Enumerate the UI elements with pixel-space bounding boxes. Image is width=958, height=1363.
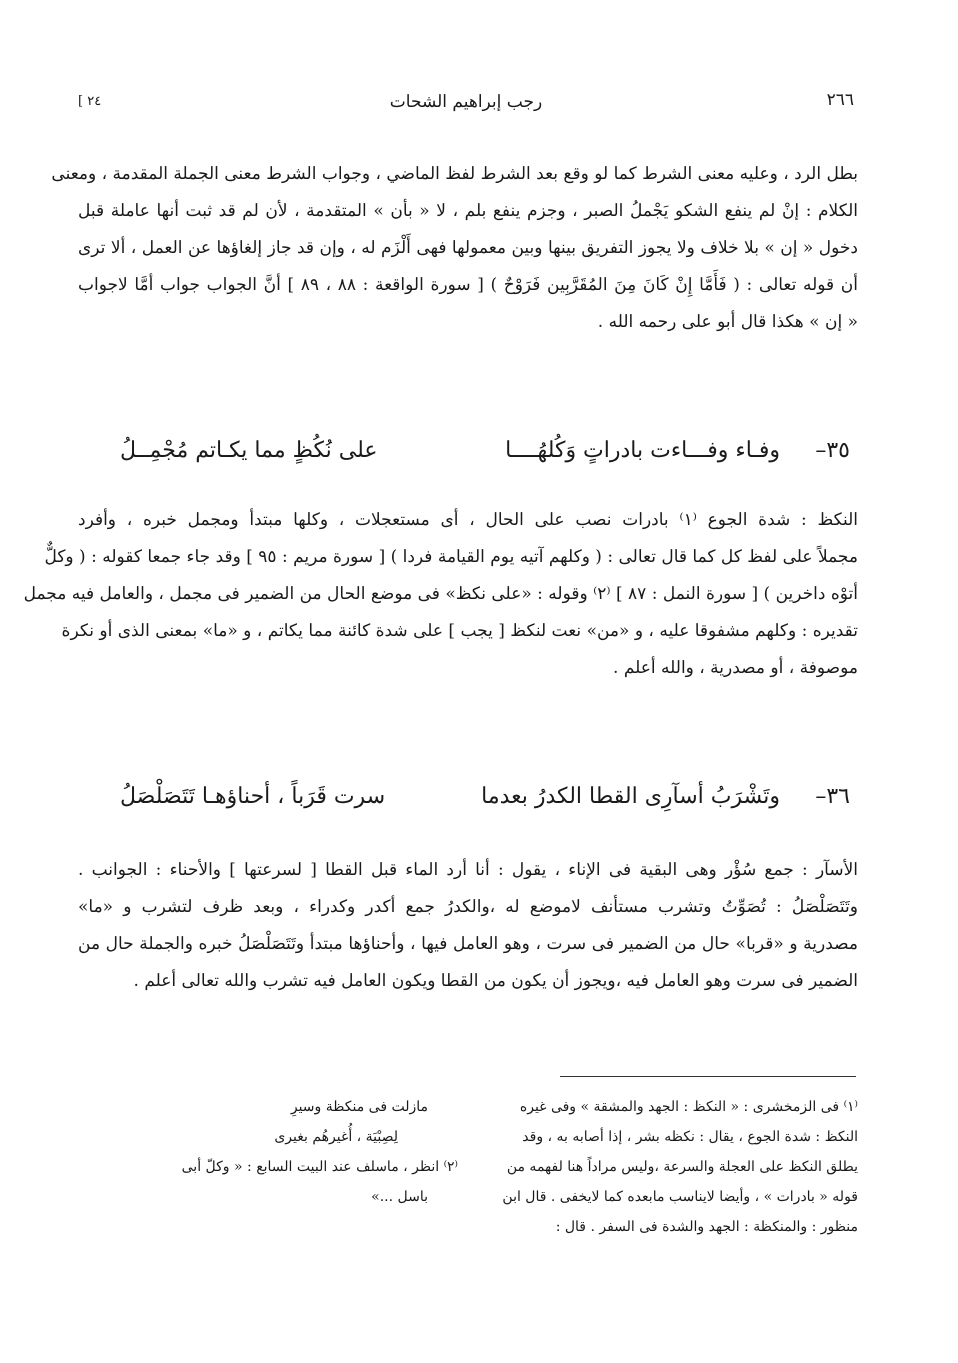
footnote-divider	[560, 1076, 856, 1077]
verse-35	[120, 438, 850, 478]
text-line: أن قوله تعالى : ( فَأَمَّا إِنْ كَانَ مِنَ المُقَرَّبِين فَرَوْحٌ ) [ سورة الواقعة : ٨٨ ، ٨٩ ] أنَّ الجواب جواب أمَّا لاجواب	[78, 275, 859, 295]
footnote-continuation	[78, 1092, 458, 1212]
verse-hemistich-first: وفـاء وفـــاءت بادراتٍ وَكُلهُــــا	[505, 438, 780, 463]
verse-hemistich-first: وتَشْرَبُ أسآرِى القطا الكدرُ بعدما	[481, 784, 780, 809]
footnote-poem-line: لِصِبْيَة ، أُغيرهُم بغيرى	[274, 1129, 398, 1145]
text-line: الضمير فى سرت وهو العامل فيه ،ويجوز أن يكون من القطا ويكون العامل فيه تشرب والله تعالى أعلم .	[133, 971, 858, 991]
footnote-line: قوله « بادرات » ، وأيضا لايناسب مابعده كما لايخفى . قال ابن	[502, 1189, 858, 1205]
paragraph-3	[78, 852, 858, 1000]
verse-36	[120, 784, 850, 824]
text-line: النكظ : شدة الجوع ⁽١⁾ بادرات نصب على الحال ، أى مستعجلات ، وكلها مبتدأ ومجمل خبره ، وأفرد	[78, 510, 858, 530]
footnote-line: منظور : والمنكظة : الجهد والشدة فى السفر . قال :	[555, 1219, 858, 1235]
footnote-poem-line: مازلت فى منكظة وسيرِ	[290, 1099, 428, 1115]
footnote-2-line: ⁽٢⁾ انظر ، ماسلف عند البيت السابع : « وكلّ أبى	[181, 1159, 458, 1175]
footnote-line: ⁽١⁾ فى الزمخشرى : « النكظ : الجهد والمشقة » وفى غيره	[519, 1099, 858, 1115]
text-line: بطل الرد ، وعليه معنى الشرط كما لو وقع بعد الشرط لفظ الماضي ، وجواب الشرط معنى الجملة المقدمة ، ومعنى	[51, 164, 858, 184]
header-reference: [ ٢٤	[78, 94, 102, 109]
footnote-2-line: باسل ...»	[371, 1189, 428, 1205]
text-line: دخول « إن » بلا خلاف ولا يجوز التفريق بينها وبين معمولها فهى أَلْزَم له ، وإن قد جاز إلغاؤها عن العمل ، ألا ترى	[78, 238, 858, 258]
text-line: أتوْه داخرين ) [ سورة النمل : ٨٧ ] ⁽٢⁾ وقوله : «على نكظ» فى موضع الحال من الضمير فى مجمل ، والعامل فيه مجمل	[23, 584, 858, 604]
text-line: مجملاً على لفظ كل كما قال تعالى : ( وكلهم آتيه يوم القيامة فردا ) [ سورة مريم : ٩٥ ] وقد جاء جمعا كقوله : ( وكلٌّ	[44, 547, 858, 567]
footnote-line: النكظ : شدة الجوع ، يقال : نكظه بشر ، إذا أصابه به ، وقد	[522, 1129, 858, 1145]
paragraph-1	[51, 156, 859, 341]
text-line: مصدرية و «قربا» حال من الضمير فى سرت ، وهو العامل فيها ، وأحناؤها مبتدأ وتَتَصَلْصَلُ خبره والجملة حال من	[78, 934, 858, 954]
page-header	[78, 90, 854, 120]
running-title: رجب إبراهيم الشحات	[389, 92, 543, 112]
text-line: الكلام : إنْ لم ينفع الشكو يَجْملُ الصبر ، وجزم ينفع بلم ، لا « بأن » المتقدمة ، لأن لم قد ثبت أنها عاملة قبل	[78, 201, 858, 221]
verse-hemistich-second: سرت قَرَباً ، أحناؤهـا تَتَصَلْصَلُ	[120, 784, 386, 809]
text-line: تقديره : وكلهم مشفوقا عليه ، و «من» نعت لنكظ [ يجب ] على شدة كائنة مما يكاتم ، و «ما» بمعنى الذى أو نكرة	[61, 621, 858, 641]
paragraph-2	[23, 502, 858, 687]
page-number: ٢٦٦	[826, 90, 854, 110]
verse-hemistich-second: على نُكُظٍ مما يكـاتم مُجْمِــلُ	[120, 438, 378, 463]
text-line: موصوفة ، أو مصدرية ، والله أعلم .	[613, 658, 858, 678]
verse-number: ٣٥–	[815, 438, 850, 463]
verse-number: ٣٦–	[815, 784, 850, 809]
text-line: وتَتَصَلْصَلُ : تُصَوِّتُ وتشرب مستأنف لاموضع له ،والكدرُ جمع أكدر وكدراء ، وبعد ظرف لتشرب و «ما»	[78, 897, 858, 917]
footnote-line: يطلق النكظ على العجلة والسرعة ،وليس مراداً هنا لفهمه من	[506, 1159, 858, 1175]
footnote-1	[490, 1092, 858, 1242]
text-line: « إن » هكذا قال أبو على رحمه الله .	[597, 312, 858, 332]
text-line: الأسآر : جمع سُؤْر وهى البقية فى الإناء ، يقول : أنا أرد الماء قبل القطا [ لسرعتها ] والأحناء : الجوانب .	[78, 860, 858, 880]
